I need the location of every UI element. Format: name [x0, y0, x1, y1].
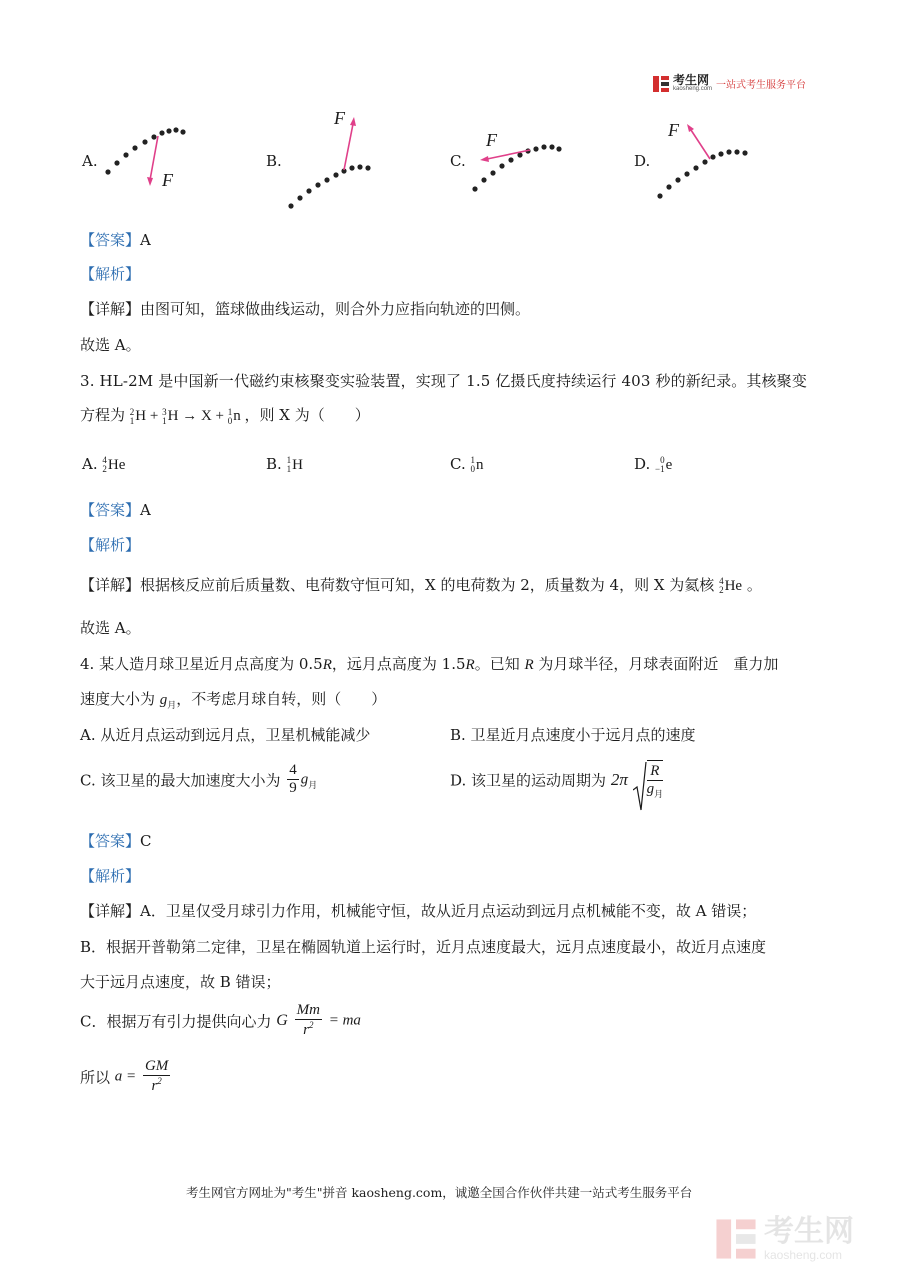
iso-h2: 2 1 [129, 406, 135, 426]
q4-option-c: C. 该卫星的最大加速度大小为 $\frac{4}{9}$ $g_月$ [80, 762, 318, 797]
iso-h3: 3 1 [162, 406, 167, 426]
q4-option-d: D. 该卫星的运动周期为 2π $\frac{R}{g_月}$ [450, 760, 665, 800]
q3-option-b: B. 1 1 H [266, 455, 303, 474]
q4-stem-line2: 速度大小为 $g_月$，不考虑月球自转，则（ ） [80, 690, 387, 711]
q4-detail-a: 【详解】A．卫星仅受月球引力作用，机械能守恒，故从近月点运动到远月点机械能不变，故 A 错误； [80, 902, 757, 920]
q2-conclusion: 故选 A。 [80, 336, 141, 354]
q3-stem-prefix: 方程为 [80, 406, 126, 424]
q2-a-force-label: F [162, 170, 173, 190]
q2-answer [80, 229, 151, 250]
frac-mm-r2: $\frac{Mm}{r^2}$ [296, 1002, 320, 1039]
q4-detail-so: 所以 a = $\frac{GM}{r^2}$ [80, 1058, 169, 1095]
answer-value: A [140, 231, 151, 249]
q3-stem-line2 [80, 404, 370, 426]
watermark-domain: kaosheng.com [764, 1248, 843, 1262]
kaosheng-logo-icon [652, 75, 670, 93]
q3-equation: 2 1 H + 3 1 H → X + 1 0 n [129, 406, 241, 426]
sqrt-r-over-g: $\frac{R}{g_月}$ [633, 760, 666, 800]
q2-option-b-label: B. [266, 152, 282, 170]
q4-option-a: A. 从近月点运动到远月点，卫星机械能减少 [80, 726, 371, 744]
detail-text: 由图可知，篮球做曲线运动，则合外力应指向轨迹的凹侧。 [140, 300, 531, 318]
q3-option-d: D. 0 −1 e [634, 455, 673, 474]
q4-stem-line1: 4. 某人造月球卫星近月点高度为 0.5R，远月点高度为 1.5R。已知 R 为月球半径，月球表面附近 重力加 [80, 655, 779, 673]
q4-detail-b1: B．根据开普勒第二定律，卫星在椭圆轨道上运行时，近月点速度最大，远月点速度最小，故近月点速度 [80, 938, 767, 956]
q3-option-c: C. 1 0 n [450, 455, 484, 474]
q2-figure-a [100, 120, 200, 195]
q2-option-c-label: C. [450, 152, 466, 170]
q2-c-force-label: F [486, 130, 497, 150]
q3-detail: 【详解】根据核反应前后质量数、电荷数守恒可知，X 的电荷数为 2，质量数为 4，则 X 为氦核 4 2 He 。 [80, 576, 762, 595]
q3-conclusion: 故选 A。 [80, 619, 141, 637]
q2-detail [80, 298, 530, 319]
q2-figure-d [650, 118, 755, 203]
kaosheng-watermark-icon [714, 1217, 758, 1261]
footer-text[interactable]: 考生网官方网址为"考生"拼音 kaosheng.com，诚邀全国合作伙伴共建一站式考生服务平台 [186, 1185, 693, 1200]
q2-b-force-label: F [334, 108, 345, 128]
logo-domain: kaosheng.com [673, 86, 713, 92]
q2-option-d-label: D. [634, 152, 651, 170]
header-logo[interactable] [652, 74, 806, 93]
iso-n: 1 0 [227, 406, 233, 426]
logo-name: 考生网 [673, 73, 710, 87]
q3-answer: 【答案】A [80, 501, 151, 519]
sqrt-sign-icon [633, 760, 647, 812]
q4-analysis-tag: 【解析】 [80, 867, 141, 885]
header-slogan: 一站式考生服务平台 [716, 80, 807, 91]
q2-option-a-label: A. [82, 152, 98, 170]
q4-detail-b2: 大于远月点速度，故 B 错误； [80, 973, 281, 991]
q2-d-force-label: F [668, 120, 679, 140]
q4-option-b: B. 卫星近月点速度小于远月点的速度 [450, 726, 696, 744]
footer-watermark [714, 1216, 854, 1262]
frac-gm-r2: $\frac{GM}{r^2}$ [144, 1058, 169, 1095]
watermark-name: 考生网 [764, 1215, 854, 1248]
q3-stem-line1: 3. HL-2M 是中国新一代磁约束核聚变实验装置，实现了 1.5 亿摄氏度持续运行 403 秒的新纪录。其核聚变 [80, 372, 807, 390]
q4-answer: 【答案】C [80, 832, 152, 850]
q4-detail-c: C．根据万有引力提供向心力 G $\frac{Mm}{r^2}$ = ma [80, 1002, 361, 1039]
answer-tag: 【答案】 [80, 231, 141, 249]
q3-analysis-tag: 【解析】 [80, 536, 141, 554]
q3-option-a: A. 4 2 He [82, 455, 126, 474]
frac-4-9: $\frac{4}{9}$ [289, 762, 297, 797]
q2-analysis-tag: 【解析】 [80, 265, 141, 283]
q2-figure-b [283, 110, 383, 215]
q3-stem-suffix: ，则 X 为（ ） [244, 406, 370, 424]
detail-tag: 【详解】 [80, 300, 141, 318]
q2-figure-c [466, 128, 571, 198]
